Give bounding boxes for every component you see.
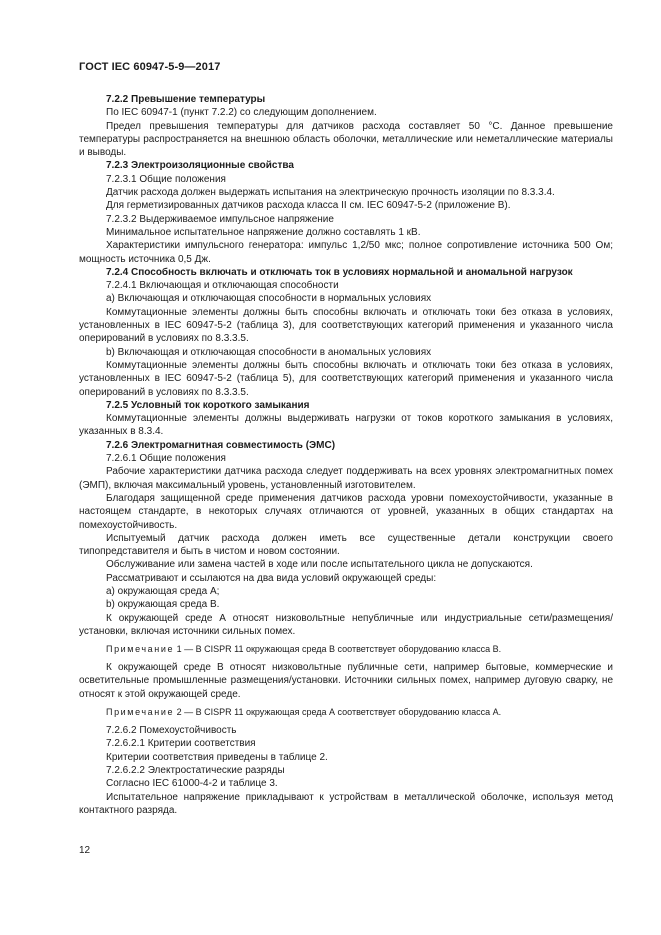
section-heading: 7.2.3 Электроизоляционные свойства <box>106 160 294 172</box>
body-paragraph: Рассматривают и ссылаются на два вида условий окружающей среды: <box>106 572 437 584</box>
page-number: 12 <box>79 845 91 856</box>
body-paragraph: 7.2.6.2.2 Электростатические разряды <box>106 764 285 776</box>
section-heading: 7.2.4 Способность включать и отключать ток в условиях нормальной и аномальной нагрузок <box>106 266 573 278</box>
body-paragraph: Минимальное испытательное напряжение должно составлять 1 кВ. <box>106 226 421 238</box>
body-paragraph: Коммутационные элементы должны быть способны включать и отключать токи без отказа в условиях, установленных в IEC 60947-5-2 (таблица 3), для соответствующих категорий применения и указанного числа оперирований в условиях по 8.3.3.5. <box>79 306 613 345</box>
body-paragraph: 7.2.4.1 Включающая и отключающая способности <box>106 280 339 292</box>
body-paragraph: Испытуемый датчик расхода должен иметь все существенные детали конструкции своего типопредставителя и быть в чистом и новом состоянии. <box>79 532 613 558</box>
body-text <box>79 93 613 817</box>
body-paragraph: 7.2.6.2 Помехоустойчивость <box>106 725 237 737</box>
body-paragraph: Предел превышения температуры для датчиков расхода составляет 50 °С. Данное превышение температуры распространяется на внешнюю область оболочки, металлические или неметаллические материалы и выводы. <box>79 120 613 159</box>
body-paragraph: Для герметизированных датчиков расхода класса II см. IEC 60947-5-2 (приложение В). <box>106 200 511 212</box>
body-paragraph: 7.2.6.1 Общие положения <box>106 453 226 465</box>
standard-header: ГОСТ IEC 60947-5-9—2017 <box>79 61 221 73</box>
body-paragraph: 7.2.6.2.1 Критерии соответствия <box>106 738 256 750</box>
body-paragraph: Согласно IEC 61000-4-2 и таблице 3. <box>106 778 278 790</box>
body-paragraph: Критерии соответствия приведены в таблице 2. <box>106 751 328 763</box>
section-heading: 7.2.2 Превышение температуры <box>106 94 266 105</box>
note-paragraph <box>79 643 613 655</box>
body-paragraph: а) Включающая и отключающая способности в нормальных условиях <box>106 293 432 305</box>
body-paragraph: Коммутационные элементы должны быть способны включать и отключать токи без отказа в условиях, установленных в IEC 60947-5-2 (таблица 5), для соответствующих категорий применения и указанного числа оперирований в условиях по 8.3.3.5. <box>79 359 613 398</box>
body-paragraph: Благодаря защищенной среде применения датчиков расхода уровни помехоустойчивости, указанные в настоящем стандарте, в некоторых случаях отличаются от уровней, указанных в общих стандартах на помехоустойчивость. <box>79 492 613 531</box>
body-paragraph: а) окружающая среда А; <box>106 585 220 597</box>
note-paragraph <box>79 706 613 718</box>
body-paragraph: К окружающей среде В относят низковольтные публичные сети, например бытовые, коммерческие и осветительные промышленные размещения/установки. Источники сильных помех, например дуговую сварку, не относят к этой окружающей среде. <box>79 662 613 700</box>
note-text: 2 — В CISPR 11 окружающая среда А соответствует оборудованию класса А. <box>174 707 502 718</box>
body-paragraph: b) Включающая и отключающая способности в аномальных условиях <box>106 346 432 358</box>
note-label: Примечание <box>106 644 175 655</box>
body-paragraph: 7.2.3.1 Общие положения <box>106 173 226 185</box>
body-paragraph: К окружающей среде А относят низковольтные непубличные или индустриальные сети/размещения/установки, включая источники сильных помех. <box>79 612 613 637</box>
body-paragraph: Характеристики импульсного генератора: импульс 1,2/50 мкс; полное сопротивление источника 500 Ом; мощность источника 0,5 Дж. <box>79 240 613 265</box>
body-paragraph: b) окружающая среда В. <box>106 599 220 611</box>
body-paragraph: Датчик расхода должен выдержать испытания на электрическую прочность изоляции по 8.3.3.4. <box>106 187 555 199</box>
body-paragraph: Рабочие характеристики датчика расхода следует поддерживать на всех уровнях электромагнитных помех (ЭМП), включая максимальный уровень, установленный изготовителем. <box>79 466 613 491</box>
body-paragraph: Коммутационные элементы должны выдерживать нагрузки от токов короткого замыкания в условиях, указанных в 8.3.4. <box>79 413 613 438</box>
section-heading: 7.2.5 Условный ток короткого замыкания <box>106 399 310 411</box>
note-text: 1 — В CISPR 11 окружающая среда В соответствует оборудованию класса В. <box>174 644 502 655</box>
section-heading: 7.2.6 Электромагнитная совместимость (ЭМС) <box>106 439 336 451</box>
body-paragraph: По IEC 60947-1 (пункт 7.2.2) со следующим дополнением. <box>106 107 377 119</box>
body-paragraph: Испытательное напряжение прикладывают к устройствам в металлической оболочке, используя метод контактного разряда. <box>79 791 613 816</box>
note-label: Примечание <box>106 707 175 718</box>
body-paragraph: Обслуживание или замена частей в ходе или после испытательного цикла не допускаются. <box>106 559 533 571</box>
body-paragraph: 7.2.3.2 Выдерживаемое импульсное напряжение <box>106 213 334 225</box>
